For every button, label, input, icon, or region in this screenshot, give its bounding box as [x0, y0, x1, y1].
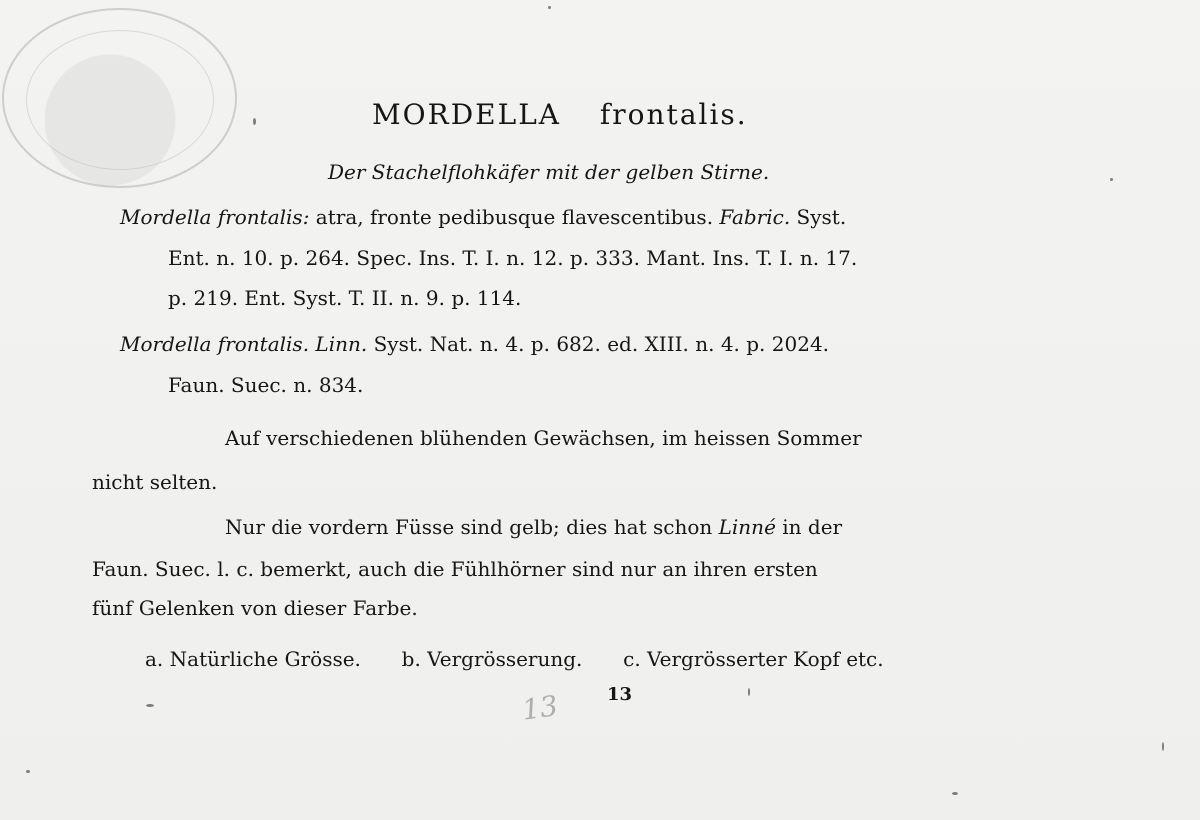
- reference-2-line-2: Faun. Suec. n. 834.: [168, 373, 364, 397]
- speck: [1162, 742, 1164, 751]
- speck: [1110, 178, 1113, 181]
- reference-1-line-3: p. 219. Ent. Syst. T. II. n. 9. p. 114.: [168, 286, 522, 310]
- subtitle: Der Stachelflohkäfer mit der gelben Stirne.: [328, 160, 770, 184]
- page-title: [372, 98, 748, 131]
- reference-1-name: Mordella frontalis:: [120, 205, 310, 229]
- speck: [548, 6, 551, 9]
- caption-b: b. Vergrösserung.: [401, 647, 583, 671]
- page-number: 13: [607, 684, 633, 705]
- reference-2-citation: Syst. Nat. n. 4. p. 682. ed. XIII. n. 4. p. 2024.: [373, 332, 830, 356]
- paragraph-1-line-2: nicht selten.: [92, 470, 218, 494]
- paragraph-2-linne: Linné: [718, 515, 776, 539]
- figure-caption: [145, 647, 884, 671]
- caption-c: c. Vergrösserter Kopf etc.: [623, 647, 884, 671]
- speck: [952, 792, 958, 795]
- reference-2-name: Mordella frontalis.: [120, 332, 310, 356]
- caption-a: a. Natürliche Grösse.: [145, 647, 361, 671]
- title-species: frontalis.: [599, 98, 748, 131]
- reference-1-description: atra, fronte pedibusque flavescentibus.: [315, 205, 714, 229]
- speck: [253, 118, 256, 125]
- speck: [748, 688, 750, 696]
- reference-2-author: Linn.: [315, 332, 368, 356]
- speck: [146, 704, 154, 707]
- reference-1-tail: Syst.: [796, 205, 847, 229]
- paragraph-2-text-a: Nur die vordern Füsse sind gelb; dies hat schon: [225, 515, 713, 539]
- speck: [26, 770, 30, 773]
- library-stamp: [2, 8, 237, 188]
- reference-2-line-1: [120, 332, 829, 356]
- reference-1-author: Fabric.: [719, 205, 791, 229]
- paragraph-2-line-3: fünf Gelenken von dieser Farbe.: [92, 596, 418, 620]
- reference-1-line-1: [120, 205, 846, 229]
- pencil-page-number: 13: [520, 689, 560, 727]
- paragraph-1-line-1: Auf verschiedenen blühenden Gewächsen, im heissen Sommer: [225, 426, 862, 450]
- paragraph-2-text-b: in der: [782, 515, 843, 539]
- reference-1-line-2: Ent. n. 10. p. 264. Spec. Ins. T. I. n. 12. p. 333. Mant. Ins. T. I. n. 17.: [168, 246, 858, 270]
- title-genus: MORDELLA: [372, 98, 562, 131]
- paragraph-2-line-2: Faun. Suec. l. c. bemerkt, auch die Fühlhörner sind nur an ihren ersten: [92, 557, 818, 581]
- paragraph-2-line-1: [225, 515, 842, 539]
